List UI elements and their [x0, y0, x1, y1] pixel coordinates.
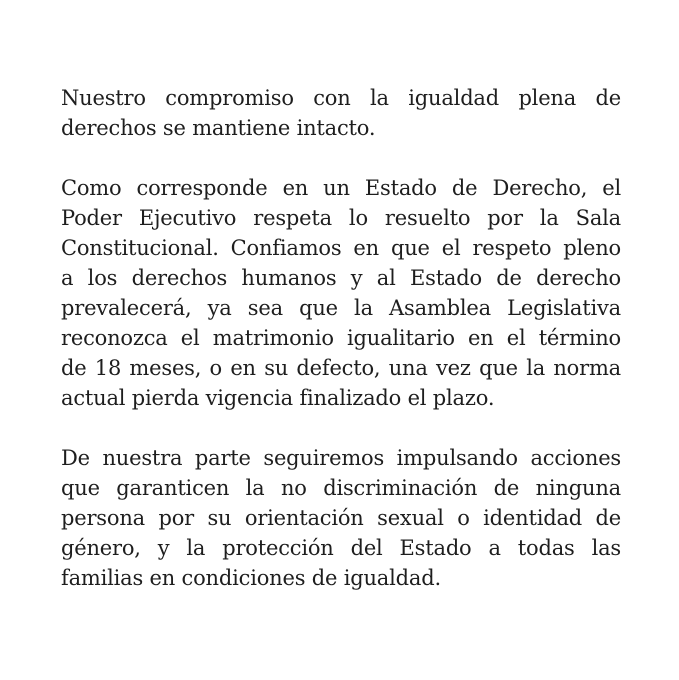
text-line: que garanticen la no discriminación de ninguna [61, 476, 621, 500]
text-line: derechos se mantiene intacto. [61, 116, 376, 140]
text-line: persona por su orientación sexual o identidad de [61, 506, 621, 530]
paragraph-1 [61, 83, 621, 143]
paragraph-3 [61, 443, 621, 593]
text-line: de 18 meses, o en su defecto, una vez que la norma [61, 356, 621, 380]
statement-text [61, 83, 621, 593]
text-line: prevalecerá, ya sea que la Asamblea Legislativa [61, 296, 621, 320]
text-line: De nuestra parte seguiremos impulsando acciones [61, 446, 621, 470]
text-line: actual pierda vigencia finalizado el plazo. [61, 386, 495, 410]
text-line: reconozca el matrimonio igualitario en el término [61, 326, 621, 350]
text-line: familias en condiciones de igualdad. [61, 566, 441, 590]
text-line: género, y la protección del Estado a todas las [61, 536, 621, 560]
text-line: Poder Ejecutivo respeta lo resuelto por la Sala [61, 206, 621, 230]
paragraph-2 [61, 173, 621, 413]
text-line: Nuestro compromiso con la igualdad plena de [61, 86, 621, 110]
text-line: Constitucional. Confiamos en que el respeto pleno [61, 236, 621, 260]
text-line: a los derechos humanos y al Estado de derecho [61, 266, 621, 290]
text-line: Como corresponde en un Estado de Derecho, el [61, 176, 621, 200]
